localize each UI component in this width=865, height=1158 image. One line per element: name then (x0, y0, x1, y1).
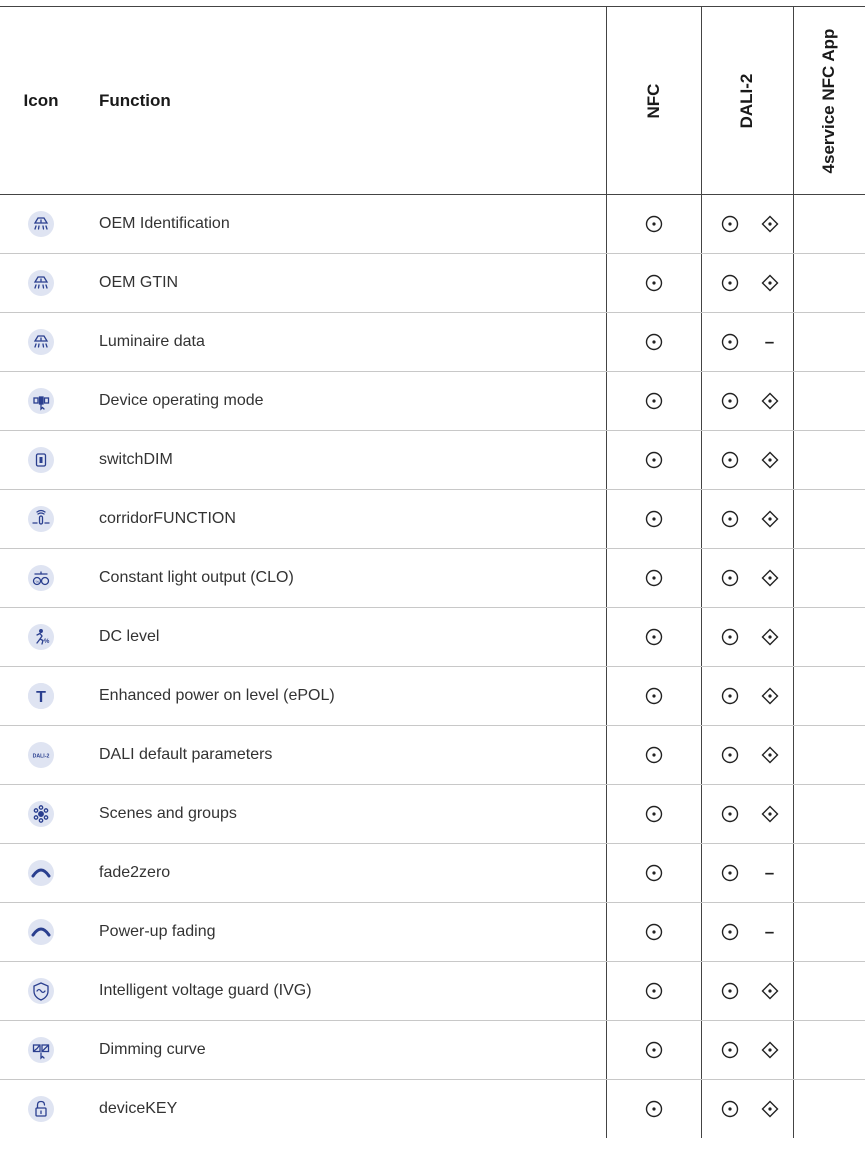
dali2-support (701, 667, 793, 726)
diamond-dot-icon (760, 509, 780, 529)
circle-dot-icon (720, 450, 740, 470)
icon-cell (0, 962, 82, 1021)
circle-dot-icon (720, 863, 740, 883)
header-icon: Icon (0, 7, 82, 195)
nfc-support (606, 490, 701, 549)
function-name: fade2zero (82, 844, 606, 903)
circle-dot-icon (720, 745, 740, 765)
function-name: Enhanced power on level (ePOL) (82, 667, 606, 726)
dali2-support (701, 785, 793, 844)
nfc-support (606, 608, 701, 667)
app-support (793, 962, 865, 1021)
app-support (793, 490, 865, 549)
circle-dot-icon (720, 804, 740, 824)
circle-dot-icon (644, 568, 664, 588)
table-row (0, 962, 865, 1021)
app-support (793, 903, 865, 962)
circle-dot-icon (720, 922, 740, 942)
icon-cell (0, 608, 82, 667)
dali2-support (701, 903, 793, 962)
circle-dot-icon (644, 1099, 664, 1119)
circle-dot-icon (644, 627, 664, 647)
app-support (793, 726, 865, 785)
sensor-icon (28, 506, 54, 532)
dali2-support (701, 1080, 793, 1139)
switch-icon (28, 447, 54, 473)
function-name: Device operating mode (82, 372, 606, 431)
header-function: Function (82, 7, 606, 195)
operating-mode-icon (28, 388, 54, 414)
table-row (0, 844, 865, 903)
app-support (793, 1021, 865, 1080)
header-nfc-label: NFC (643, 83, 663, 118)
icon-cell (0, 785, 82, 844)
table-row (0, 608, 865, 667)
header-dali2 (701, 7, 793, 195)
circle-dot-icon (644, 450, 664, 470)
app-support (793, 785, 865, 844)
nfc-support (606, 962, 701, 1021)
diamond-dot-icon (760, 981, 780, 1001)
app-support (793, 1080, 865, 1139)
circle-dot-icon (644, 804, 664, 824)
nfc-support (606, 549, 701, 608)
app-support (793, 372, 865, 431)
diamond-dot-icon (760, 686, 780, 706)
function-name: deviceKEY (82, 1080, 606, 1139)
diamond-dot-icon (760, 450, 780, 470)
scenes-groups-icon (28, 801, 54, 827)
functions-table (0, 6, 865, 1138)
circle-dot-icon (720, 332, 740, 352)
function-name: DALI default parameters (82, 726, 606, 785)
header-row (0, 7, 865, 195)
diamond-dot-icon (760, 627, 780, 647)
svg-text:%: % (35, 579, 40, 584)
function-name: OEM GTIN (82, 254, 606, 313)
header-app (793, 7, 865, 195)
nfc-support (606, 667, 701, 726)
dimming-curve-icon (28, 1037, 54, 1063)
function-name: Dimming curve (82, 1021, 606, 1080)
table-row (0, 490, 865, 549)
table-row (0, 549, 865, 608)
dali2-support (701, 195, 793, 254)
diamond-dot-icon (760, 804, 780, 824)
circle-dot-icon (720, 391, 740, 411)
circle-dot-icon (644, 214, 664, 234)
app-support (793, 667, 865, 726)
lock-icon (28, 1096, 54, 1122)
function-name: switchDIM (82, 431, 606, 490)
table-row (0, 313, 865, 372)
circle-dot-icon (644, 273, 664, 293)
scale-icon (28, 565, 54, 591)
icon-cell (0, 844, 82, 903)
function-name: corridorFUNCTION (82, 490, 606, 549)
app-support (793, 313, 865, 372)
table-row (0, 195, 865, 254)
diamond-dot-icon (760, 1040, 780, 1060)
header-nfc (606, 7, 701, 195)
dali2-logo-icon (28, 742, 54, 768)
icon-cell (0, 549, 82, 608)
diamond-dot-icon (760, 568, 780, 588)
app-support (793, 549, 865, 608)
table-row (0, 254, 865, 313)
diamond-dot-icon (760, 745, 780, 765)
dali2-support (701, 549, 793, 608)
nfc-support (606, 726, 701, 785)
diamond-dot-icon (760, 214, 780, 234)
icon-cell (0, 1080, 82, 1139)
icon-cell (0, 313, 82, 372)
function-name: Constant light output (CLO) (82, 549, 606, 608)
nfc-support (606, 431, 701, 490)
nfc-support (606, 372, 701, 431)
dali2-support (701, 726, 793, 785)
header-app-label: 4service NFC App (819, 28, 839, 173)
table-row (0, 667, 865, 726)
table-row (0, 372, 865, 431)
circle-dot-icon (720, 981, 740, 1001)
circle-dot-icon (720, 214, 740, 234)
table-row (0, 726, 865, 785)
app-support (793, 431, 865, 490)
dali2-support (701, 254, 793, 313)
table-row (0, 431, 865, 490)
circle-dot-icon (720, 273, 740, 293)
icon-cell (0, 903, 82, 962)
icon-cell (0, 195, 82, 254)
nfc-support (606, 254, 701, 313)
table-row (0, 1021, 865, 1080)
circle-dot-icon (720, 568, 740, 588)
luminaire-info-icon (28, 329, 54, 355)
circle-dot-icon (644, 391, 664, 411)
function-name: Intelligent voltage guard (IVG) (82, 962, 606, 1021)
app-support (793, 608, 865, 667)
fade-arc-icon (28, 919, 54, 945)
dali2-support (701, 608, 793, 667)
table-row (0, 903, 865, 962)
emergency-run-icon (28, 624, 54, 650)
circle-dot-icon (720, 1099, 740, 1119)
circle-dot-icon (644, 686, 664, 706)
table-row (0, 1080, 865, 1139)
app-support (793, 195, 865, 254)
circle-dot-icon (644, 981, 664, 1001)
circle-dot-icon (720, 1040, 740, 1060)
circle-dot-icon (644, 922, 664, 942)
dali2-support (701, 962, 793, 1021)
icon-cell (0, 726, 82, 785)
luminaire-info-icon (28, 270, 54, 296)
circle-dot-icon (644, 332, 664, 352)
dali2-support (701, 431, 793, 490)
dali2-support (701, 490, 793, 549)
dali2-logo-text: DALI-2 (32, 753, 50, 760)
nfc-support (606, 195, 701, 254)
dali2-support (701, 372, 793, 431)
header-dali2-label: DALI-2 (737, 73, 756, 128)
icon-cell (0, 254, 82, 313)
t-letter-icon (28, 683, 54, 709)
nfc-support (606, 313, 701, 372)
svg-text:%: % (44, 639, 50, 645)
circle-dot-icon (720, 627, 740, 647)
svg-text:T: T (36, 689, 46, 706)
diamond-dot-icon (760, 391, 780, 411)
not-available-dash: – (764, 922, 775, 941)
nfc-support (606, 844, 701, 903)
luminaire-info-icon (28, 211, 54, 237)
function-name: OEM Identification (82, 195, 606, 254)
circle-dot-icon (644, 509, 664, 529)
function-name: Power-up fading (82, 903, 606, 962)
function-name: Luminaire data (82, 313, 606, 372)
nfc-support (606, 785, 701, 844)
circle-dot-icon (644, 1040, 664, 1060)
not-available-dash: – (764, 332, 775, 351)
fade-arc-icon (28, 860, 54, 886)
dali2-support (701, 844, 793, 903)
dali2-support (701, 1021, 793, 1080)
icon-cell (0, 490, 82, 549)
nfc-support (606, 903, 701, 962)
icon-cell (0, 667, 82, 726)
nfc-support (606, 1021, 701, 1080)
circle-dot-icon (720, 509, 740, 529)
diamond-dot-icon (760, 1099, 780, 1119)
function-name: Scenes and groups (82, 785, 606, 844)
app-support (793, 254, 865, 313)
circle-dot-icon (644, 745, 664, 765)
icon-cell (0, 372, 82, 431)
shield-wave-icon (28, 978, 54, 1004)
dali2-support (701, 313, 793, 372)
icon-cell (0, 431, 82, 490)
icon-cell (0, 1021, 82, 1080)
circle-dot-icon (644, 863, 664, 883)
app-support (793, 844, 865, 903)
not-available-dash: – (764, 863, 775, 882)
table-row (0, 785, 865, 844)
nfc-support (606, 1080, 701, 1139)
function-name: DC level (82, 608, 606, 667)
circle-dot-icon (720, 686, 740, 706)
diamond-dot-icon (760, 273, 780, 293)
